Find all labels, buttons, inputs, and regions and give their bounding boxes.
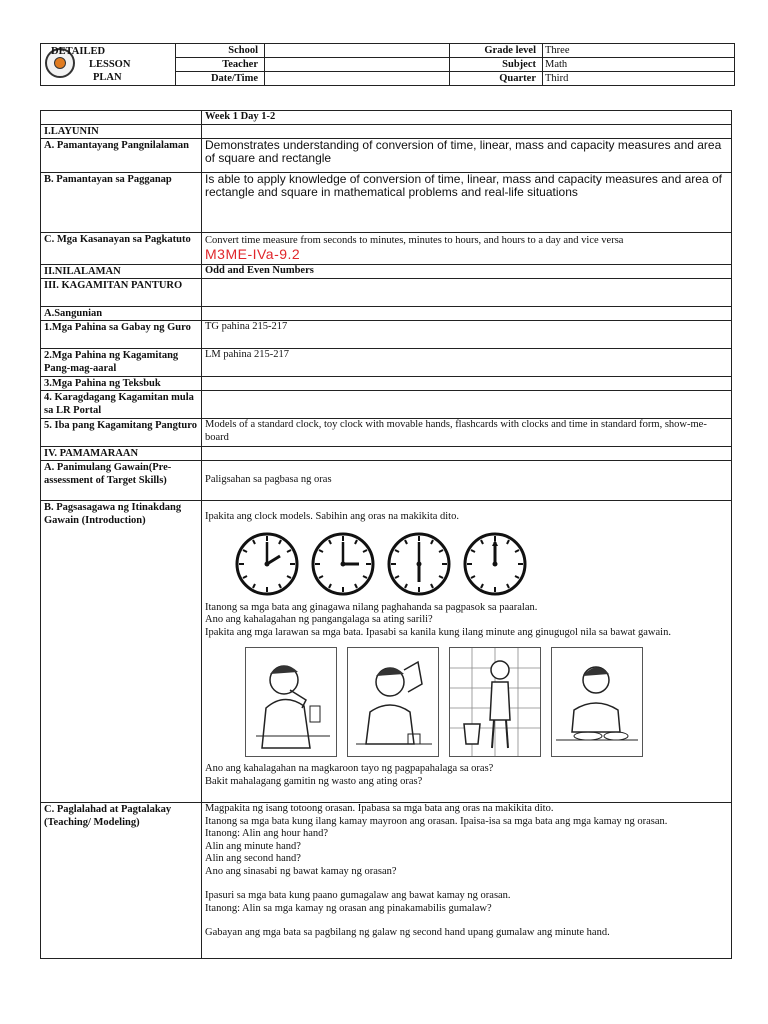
paglalahad-line-8: Ipasuri sa mga bata kung paano gumagalaw ang bawat kamay ng orasan. bbox=[205, 890, 511, 901]
kagamitan-heading: III. KAGAMITAN PANTURO bbox=[41, 279, 202, 307]
pamantayang-pangnilalaman-label: A. Pamantayang Pangnilalaman bbox=[41, 139, 202, 173]
nilalaman-value: Odd and Even Numbers bbox=[202, 265, 732, 279]
teksbuk-label: 3.Mga Pahina ng Teksbuk bbox=[41, 377, 202, 391]
kagamitang-label: 2.Mga Pahina ng Kagamitang Pang-mag-aaral bbox=[41, 349, 202, 377]
boy-eating-image bbox=[551, 647, 643, 757]
sanggunian-heading: A.Sangunian bbox=[41, 307, 202, 321]
subject-label: Subject bbox=[450, 58, 543, 72]
clock-icon bbox=[463, 532, 527, 596]
date-time-label: Date/Time bbox=[176, 72, 265, 86]
activity-pictures bbox=[245, 647, 728, 757]
boy-combing-hair-image bbox=[347, 647, 439, 757]
panimulang-gawain-value: Paligsahan sa pagbasa ng oras bbox=[202, 461, 732, 501]
kagamitang-value: LM pahina 215-217 bbox=[202, 349, 732, 377]
week-day: Week 1 Day 1-2 bbox=[202, 111, 732, 125]
kasanayan-label: C. Mga Kasanayan sa Pagkatuto bbox=[41, 233, 202, 265]
paglalahad-cell bbox=[202, 803, 732, 959]
title-line-2: LESSON bbox=[89, 59, 131, 70]
clock-models bbox=[235, 532, 728, 596]
pagsasagawa-line-3: Ipakita ang mga larawan sa mga bata. Ipasabi sa kanila kung ilang minute ang ginugugol nila sa bawat gawain. bbox=[205, 626, 671, 638]
paglalahad-line-1: Magpakita ng isang totoong orasan. Ipabasa sa mga bata ang oras na makikita dito. bbox=[205, 803, 554, 814]
paglalahad-label: C. Paglalahad at Pagtalakay (Teaching/ Modeling) bbox=[41, 803, 202, 959]
clock-icon bbox=[387, 532, 451, 596]
iba-pang-kagamitan-label: 5. Iba pang Kagamitang Pangturo bbox=[41, 419, 202, 447]
paglalahad-line-6: Ano ang sinasabi ng bawat kamay ng orasan? bbox=[205, 865, 397, 877]
teacher-value bbox=[265, 58, 450, 72]
grade-level-label: Grade level bbox=[450, 44, 543, 58]
teacher-label: Teacher bbox=[176, 58, 265, 72]
lesson-plan-title bbox=[41, 44, 176, 86]
pagsasagawa-line-2: Ano ang kahalagahan ng pangangalaga sa ating sarili? bbox=[205, 614, 433, 625]
blank-cell bbox=[41, 111, 202, 125]
header-table bbox=[40, 43, 735, 86]
nilalaman-heading: II.NILALAMAN bbox=[41, 265, 202, 279]
pamantayan-sa-pagganap-label: B. Pamantayan sa Pagganap bbox=[41, 173, 202, 233]
date-time-value bbox=[265, 72, 450, 86]
paglalahad-line-4: Alin ang minute hand? bbox=[205, 840, 301, 852]
paglalahad-line-11: Gabayan ang mga bata sa pagbilang ng galaw ng second hand upang gumalaw ang minute hand. bbox=[205, 927, 610, 938]
paglalahad-spacer bbox=[205, 915, 728, 927]
pamantayan-sa-pagganap-text: Is able to apply knowledge of conversion of time, linear, mass and capacity measures and area of rectangle and square in mathematical problems and real-life situations bbox=[202, 173, 732, 233]
school-value bbox=[265, 44, 450, 58]
pagsasagawa-after-1: Ano ang kahalagahan na magkaroon tayo ng pagpapahalaga sa oras? bbox=[205, 763, 494, 774]
quarter-value: Third bbox=[543, 72, 735, 86]
gabay-label: 1.Mga Pahina sa Gabay ng Guro bbox=[41, 321, 202, 349]
school-label: School bbox=[176, 44, 265, 58]
pagsasagawa-label: B. Pagsasagawa ng Itinakdang Gawain (Introduction) bbox=[41, 501, 202, 803]
paglalahad-line-3: Itanong: Alin ang hour hand? bbox=[205, 828, 329, 839]
paglalahad-spacer bbox=[205, 878, 728, 890]
boy-bathing-image bbox=[449, 647, 541, 757]
quarter-label: Quarter bbox=[450, 72, 543, 86]
clock-icon bbox=[311, 532, 375, 596]
grade-level-value: Three bbox=[543, 44, 735, 58]
panimulang-gawain-label: A. Panimulang Gawain(Pre-assessment of Target Skills) bbox=[41, 461, 202, 501]
paglalahad-line-2: Itanong sa mga bata kung ilang kamay mayroon ang orasan. Ipaisa-isa sa mga bata ang mga kamay ng orasan. bbox=[205, 815, 668, 827]
title-line-3: PLAN bbox=[93, 72, 122, 83]
pagsasagawa-intro: Ipakita ang clock models. Sabihin ang oras na makikita dito. bbox=[205, 511, 459, 522]
pagsasagawa-line-1: Itanong sa mga bata ang ginagawa nilang paghahanda sa pagpasok sa paaralan. bbox=[205, 601, 538, 613]
layunin-heading: I.LAYUNIN bbox=[41, 125, 202, 139]
paglalahad-line-9: Itanong: Alin sa mga kamay ng orasan ang pinakamabilis gumalaw? bbox=[205, 902, 492, 914]
pamantayang-pangnilalaman-text: Demonstrates understanding of conversion of time, linear, mass and capacity measures and area of square and rectangle bbox=[202, 139, 732, 173]
kasanayan-cell bbox=[202, 233, 732, 265]
lesson-plan-table bbox=[40, 110, 732, 959]
lr-portal-label: 4. Karagdagang Kagamitan mula sa LR Portal bbox=[41, 391, 202, 419]
kasanayan-text: Convert time measure from seconds to minutes, minutes to hours, and hours to a day and vice versa bbox=[205, 235, 624, 246]
pagsasagawa-cell bbox=[202, 501, 732, 803]
subject-value: Math bbox=[543, 58, 735, 72]
pagsasagawa-after-2: Bakit mahalagang gamitin ng wasto ang ating oras? bbox=[205, 775, 423, 787]
boy-brushing-teeth-image bbox=[245, 647, 337, 757]
title-line-1: DETAILED bbox=[51, 46, 106, 57]
iba-pang-kagamitan-value: Models of a standard clock, toy clock with movable hands, flashcards with clocks and time in standard form, show-me-board bbox=[202, 419, 732, 447]
clock-icon bbox=[235, 532, 299, 596]
pamamaraan-heading: IV. PAMAMARAAN bbox=[41, 447, 202, 461]
gabay-value: TG pahina 215-217 bbox=[202, 321, 732, 349]
paglalahad-line-5: Alin ang second hand? bbox=[205, 853, 301, 864]
competency-code: M3ME-IVa-9.2 bbox=[205, 245, 301, 262]
